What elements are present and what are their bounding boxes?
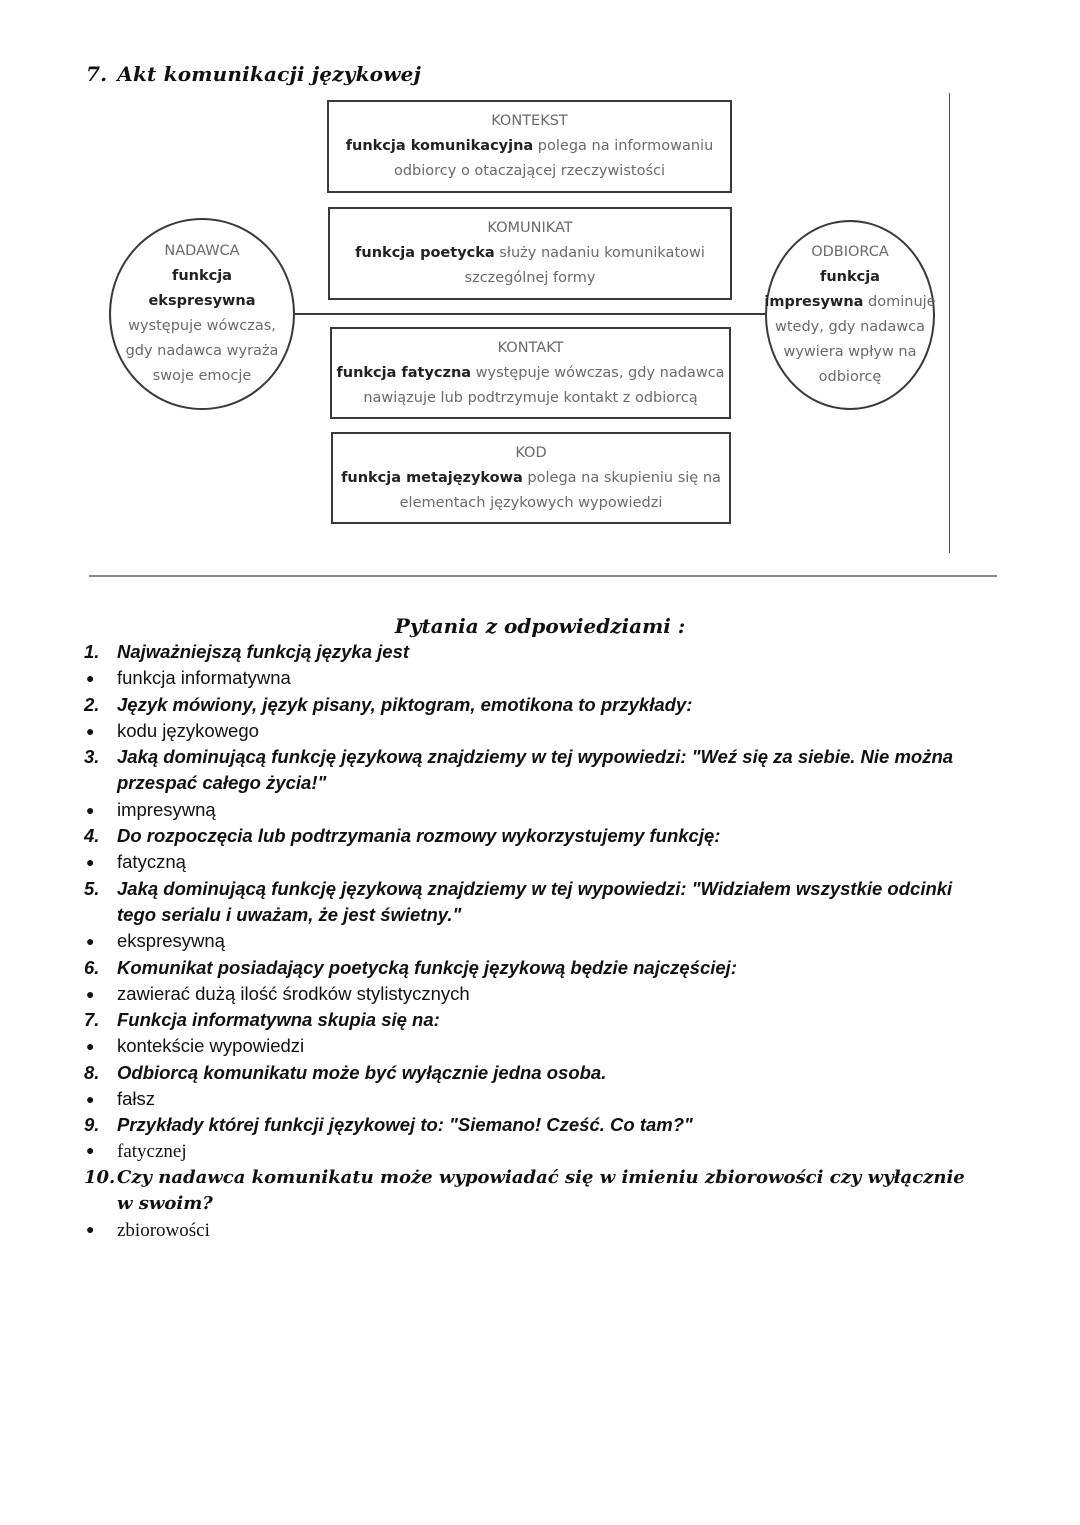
context-desc: polega na informowaniu — [533, 138, 714, 154]
receiver-circle — [765, 220, 935, 410]
answer — [84, 797, 984, 823]
question-number: 8. — [84, 1061, 100, 1083]
sender-receiver-connector — [292, 313, 768, 315]
answer — [84, 1086, 984, 1112]
communication-act-diagram — [0, 0, 1080, 560]
answer-text: fatyczną — [117, 851, 186, 873]
question-number: 1. — [84, 641, 100, 662]
bullet-icon: ● — [86, 1038, 95, 1055]
code-function-name: funkcja metajęzykowa — [341, 470, 523, 486]
contact-heading: KONTAKT — [497, 340, 564, 356]
question — [84, 692, 984, 718]
context-heading: KONTEKST — [491, 113, 568, 129]
question-text: Funkcja informatywna skupia się na: — [117, 1009, 440, 1031]
bullet-icon: ● — [86, 1222, 95, 1238]
question — [84, 744, 984, 797]
question-text: Odbiorcą komunikatu może być wyłącznie jedna osoba. — [117, 1061, 607, 1083]
answer-text: fałsz — [117, 1088, 156, 1110]
sender-desc-line: występuje wówczas, — [128, 318, 276, 334]
message-heading: KOMUNIKAT — [487, 220, 573, 236]
sender-heading: NADAWCA — [164, 243, 240, 259]
answer-text: fatycznej — [117, 1140, 187, 1162]
answer — [84, 849, 984, 875]
context-desc-line2: odbiorcy o otaczającej rzeczywistości — [393, 163, 666, 179]
context-function-name: funkcja komunikacyjna — [345, 138, 534, 154]
answer-text: impresywną — [117, 798, 216, 820]
question-text: Przykłady której funkcji językowej to: "Siemano! Cześć. Co tam?" — [117, 1114, 693, 1136]
contact-desc-line2: nawiązuje lub podtrzymuje kontakt z odbiorcą — [363, 390, 698, 406]
question-text: Jaką dominującą funkcję językową znajdziemy w tej wypowiedzi: "Weź się za siebie. Nie można przespać całego życia!" — [117, 746, 954, 794]
question-number: 7. — [84, 1009, 100, 1031]
question — [84, 876, 984, 929]
question-number: 6. — [84, 956, 100, 978]
section-title: Akt komunikacji językowej — [117, 62, 422, 86]
bullet-icon: ● — [86, 1091, 95, 1108]
diagram-border-line — [949, 93, 950, 553]
answer-text: kontekście wypowiedzi — [117, 1035, 305, 1057]
question-text: Jaką dominującą funkcję językową znajdziemy w tej wypowiedzi: "Widziałem wszystkie odcinki tego serialu i uważam, że jest świetny." — [117, 877, 953, 925]
code-heading: KOD — [515, 445, 547, 461]
code-desc: polega na skupieniu się na — [522, 470, 721, 486]
question-text: Najważniejszą funkcją języka jest — [117, 641, 410, 662]
sender-function-label: funkcja — [172, 268, 232, 284]
message-box — [328, 207, 732, 300]
question — [84, 1165, 984, 1218]
question-number: 2. — [84, 693, 100, 715]
answer — [84, 718, 984, 744]
sender-desc-line: gdy nadawca wyraża — [125, 343, 279, 359]
qa-list — [84, 639, 984, 1244]
question — [84, 823, 984, 849]
sender-desc-line: swoje emocje — [152, 368, 252, 384]
receiver-desc-start: dominuje — [863, 294, 936, 310]
qa-title: Pytania z odpowiedziami : — [394, 614, 686, 638]
answer-text: kodu językowego — [117, 719, 259, 741]
question-number: 4. — [84, 825, 100, 847]
receiver-desc-line: odbiorcę — [818, 369, 882, 385]
contact-function-name: funkcja fatyczna — [336, 365, 472, 381]
bullet-icon: ● — [86, 985, 95, 1002]
question-text: Do rozpoczęcia lub podtrzymania rozmowy wykorzystujemy funkcję: — [117, 825, 721, 847]
answer — [84, 665, 984, 691]
bullet-icon: ● — [86, 670, 95, 687]
sender-circle — [109, 218, 295, 410]
question — [84, 1007, 984, 1033]
contact-desc: występuje wówczas, gdy nadawca — [471, 365, 725, 381]
question — [84, 955, 984, 981]
message-desc-line2: szczególnej formy — [464, 270, 596, 286]
receiver-heading: ODBIORCA — [811, 244, 889, 260]
answer — [84, 1033, 984, 1059]
answer — [84, 1139, 984, 1165]
answer-text: funkcja informatywna — [117, 667, 291, 689]
answer-text: ekspresywną — [117, 930, 225, 952]
question-text: Język mówiony, język pisany, piktogram, emotikona to przykłady: — [117, 693, 693, 715]
question-number: 5. — [84, 877, 100, 899]
question — [84, 1060, 984, 1086]
sender-function-name: ekspresywna — [148, 293, 256, 309]
message-function-name: funkcja poetycka — [355, 245, 495, 261]
answer — [84, 928, 984, 954]
context-box — [327, 100, 732, 193]
question — [84, 1112, 984, 1138]
question-number: 10. — [84, 1166, 116, 1188]
message-desc: służy nadaniu komunikatowi — [494, 245, 705, 261]
bullet-icon: ● — [86, 933, 95, 950]
answer-text: zbiorowości — [117, 1219, 210, 1241]
question-text: Czy nadawca komunikatu może wypowiadać się w imieniu zbiorowości czy wyłącznie w swoim? — [117, 1166, 965, 1215]
contact-box — [330, 327, 731, 419]
receiver-function-name: impresywna — [764, 294, 864, 310]
answer — [84, 1218, 984, 1244]
answer-text: zawierać dużą ilość środków stylistycznych — [117, 982, 470, 1004]
answer — [84, 981, 984, 1007]
section-number: 7. — [86, 62, 108, 86]
horizontal-divider — [89, 575, 997, 577]
bullet-icon: ● — [86, 722, 95, 739]
bullet-icon: ● — [86, 1143, 95, 1159]
bullet-icon: ● — [86, 854, 95, 871]
question — [84, 639, 984, 665]
receiver-desc-line: wywiera wpływ na — [783, 344, 917, 360]
question-number: 3. — [84, 746, 100, 768]
code-desc-line2: elementach językowych wypowiedzi — [399, 495, 663, 511]
bullet-icon: ● — [86, 801, 95, 818]
receiver-function-label: funkcja — [820, 269, 880, 285]
question-number: 9. — [84, 1114, 100, 1136]
code-box — [331, 432, 731, 524]
question-text: Komunikat posiadający poetycką funkcję językową będzie najczęściej: — [117, 956, 737, 978]
receiver-desc-line: wtedy, gdy nadawca — [775, 319, 925, 335]
